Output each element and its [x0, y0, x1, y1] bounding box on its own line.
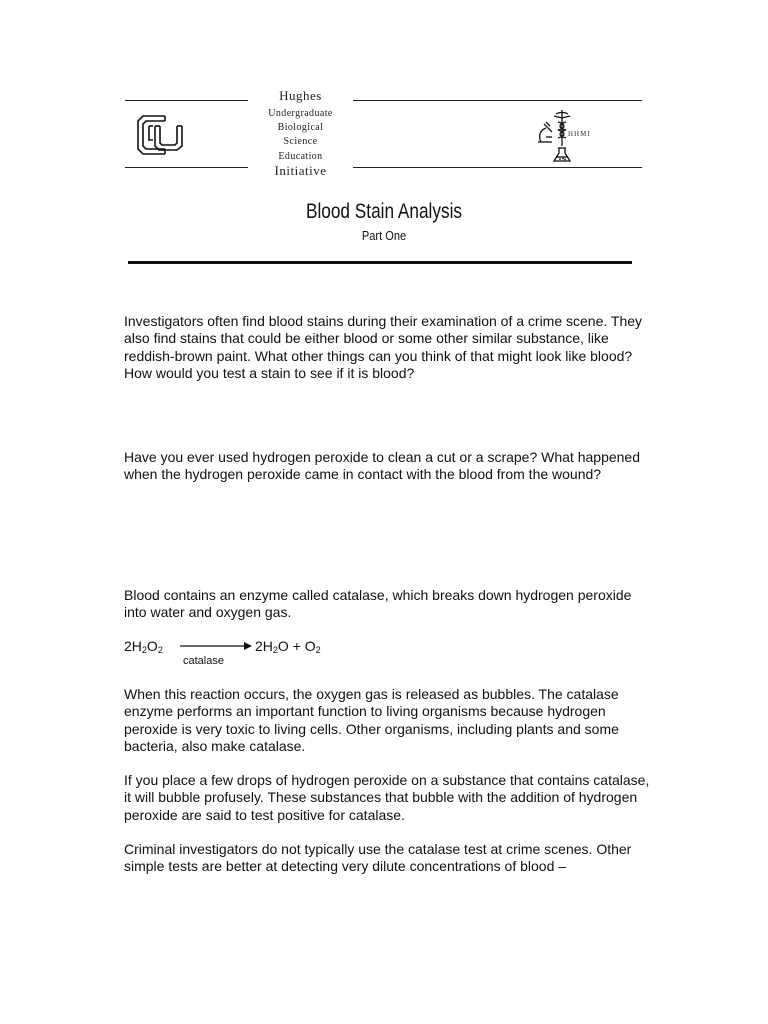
org-name-bottom: Initiative [274, 163, 327, 178]
paragraph: Investigators often find blood stains during their examination of a crime scene. They also find stains that could be either blood or some other similar substance, like reddish-brown paint. What other things can you think of that might look like blood? How would you test a stain to see if it is blood? [124, 313, 643, 382]
paragraph: Criminal investigators do not typically use the catalase test at crime scenes. Other simple tests are better at detecting very dilute concentrations of blood – [124, 841, 632, 875]
equation-product: $2H_2O + O_2$ [255, 638, 321, 655]
document-title: Blood Stain Analysis [305, 200, 463, 223]
equation-catalyst: catalase [183, 655, 224, 667]
cu-monogram-icon [135, 112, 185, 158]
paragraph: When this reaction occurs, the oxygen gas is released as bubbles. The catalase enzyme performs an important function to living organisms because hydrogen peroxide is very toxic to living cells. Other organisms, including plants and some bacteria, also make catalase. [124, 686, 619, 755]
header-rule-left-bottom [125, 167, 248, 168]
hhmi-logo-text: HHMI [568, 130, 591, 138]
paragraph: Blood contains an enzyme called catalase, which breaks down hydrogen peroxide into water and oxygen gas. [124, 587, 632, 621]
org-name-top: Hughes [279, 88, 322, 103]
org-line: Science [283, 136, 318, 147]
title-divider [128, 261, 632, 264]
paragraph: Have you ever used hydrogen peroxide to clean a cut or a scrape? What happened when the hydrogen peroxide came in contact with the blood from the wound? [124, 449, 640, 483]
org-line: Education [278, 151, 323, 162]
paragraph: If you place a few drops of hydrogen peroxide on a substance that contains catalase, it will bubble profusely. These substances that bubble with the addition of hydrogen peroxide are said to test positive for catalase. [124, 772, 650, 823]
reaction-arrow-icon [180, 640, 252, 652]
header-rule-right-bottom [353, 167, 642, 168]
document-subtitle: Part One [361, 228, 407, 243]
equation-reactant: $2H_2O_2$ [124, 638, 163, 655]
header-rule-right-top [353, 100, 642, 101]
org-line: Biological [277, 122, 324, 133]
org-line: Undergraduate [268, 108, 333, 119]
header-rule-left-top [125, 100, 248, 101]
